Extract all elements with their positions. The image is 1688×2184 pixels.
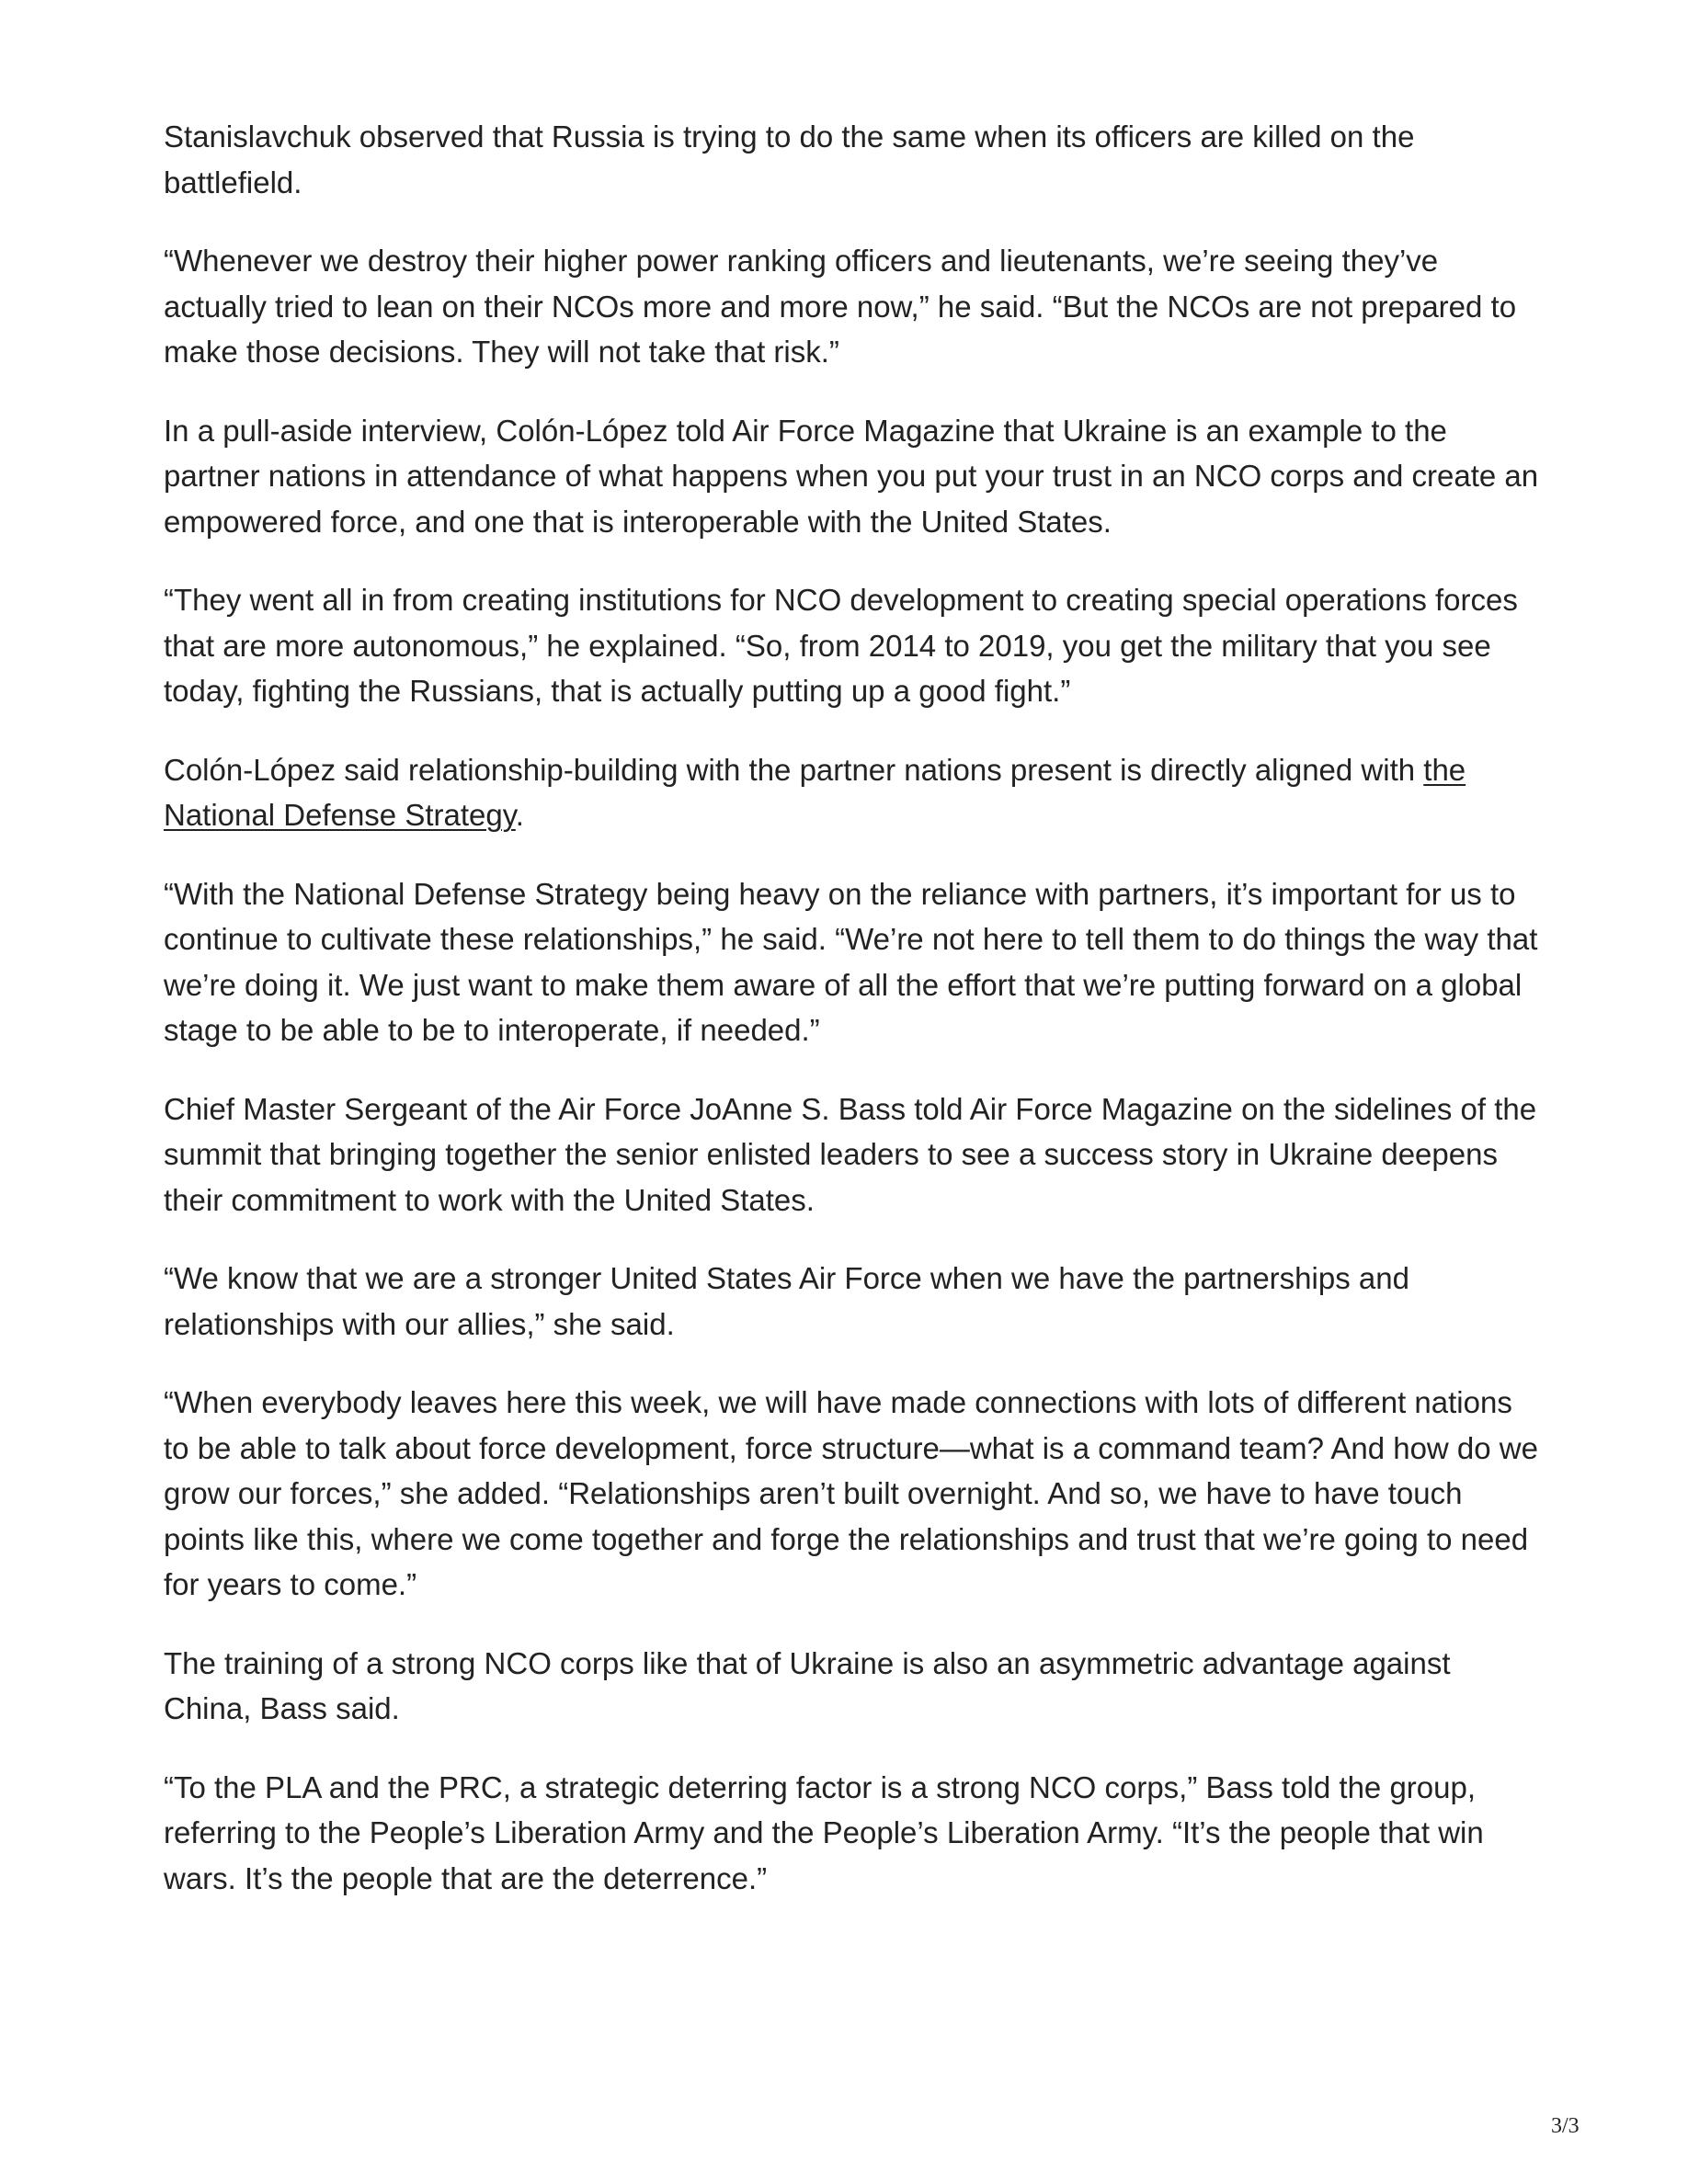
paragraph-9: “When everybody leaves here this week, we will have made connections with lots of different nations to be able to talk about force development, force structure—what is a command team? And how do we grow our forces,” she added. “Relationships aren’t built overnight. And so, we have to have touch points like this, where we come together and forge the relationships and trust that we’re going to need for years to come.” — [164, 1385, 1538, 1601]
paragraph-5 — [164, 747, 1543, 838]
paragraph-6: “With the National Defense Strategy being heavy on the reliance with partners, it’s important for us to continue to cultivate these relationships,” he said. “We’re not here to tell them to do things the way that we’re doing it. We just want to make them aware of all the effort that we’re putting forward on a global stage to be able to be to interoperate, if needed.” — [164, 876, 1538, 1047]
paragraph-4: “They went all in from creating institutions for NCO development to creating special operations forces that are more autonomous,” he explained. “So, from 2014 to 2019, you get the military that you see today, fighting the Russians, that is actually putting up a good fight.” — [164, 583, 1518, 708]
national-defense-strategy-link[interactable]: the National Defense Strategy — [164, 752, 1466, 832]
paragraph-2: “Whenever we destroy their higher power ranking officers and lieutenants, we’re seeing they’ve actually tried to lean on their NCOs more and more now,” he said. “But the NCOs are not prepared to make those decisions. They will not take that risk.” — [164, 244, 1517, 369]
paragraph-1: Stanislavchuk observed that Russia is trying to do the same when its officers are killed on the battlefield. — [164, 119, 1415, 199]
paragraph-7: Chief Master Sergeant of the Air Force JoAnne S. Bass told Air Force Magazine on the sidelines of the summit that bringing together the senior enlisted leaders to see a success story in Ukraine deepens their commitment to work with the United States. — [164, 1091, 1537, 1217]
paragraph-10: The training of a strong NCO corps like that of Ukraine is also an asymmetric advantage against China, Bass said. — [164, 1645, 1451, 1725]
article-body — [164, 114, 1543, 1934]
page-number: 3/3 — [1551, 2114, 1580, 2138]
paragraph-5-period: . — [515, 798, 524, 832]
paragraph-3: In a pull-aside interview, Colón-López told Air Force Magazine that Ukraine is an example to the partner nations in attendance of what happens when you put your trust in an NCO corps and create an empowered force, and one that is interoperable with the United States. — [164, 413, 1539, 539]
paragraph-5-text: Colón-López said relationship-building with the partner nations present is directly aligned with — [164, 752, 1424, 787]
paragraph-11: “To the PLA and the PRC, a strategic deterring factor is a strong NCO corps,” Bass told the group, referring to the People’s Liberation Army and the People’s Liberation Army. “It’s the people that win wars. It’s the people that are the deterrence.” — [164, 1769, 1484, 1895]
paragraph-8: “We know that we are a stronger United States Air Force when we have the partnerships and relationships with our allies,” she said. — [164, 1261, 1409, 1341]
